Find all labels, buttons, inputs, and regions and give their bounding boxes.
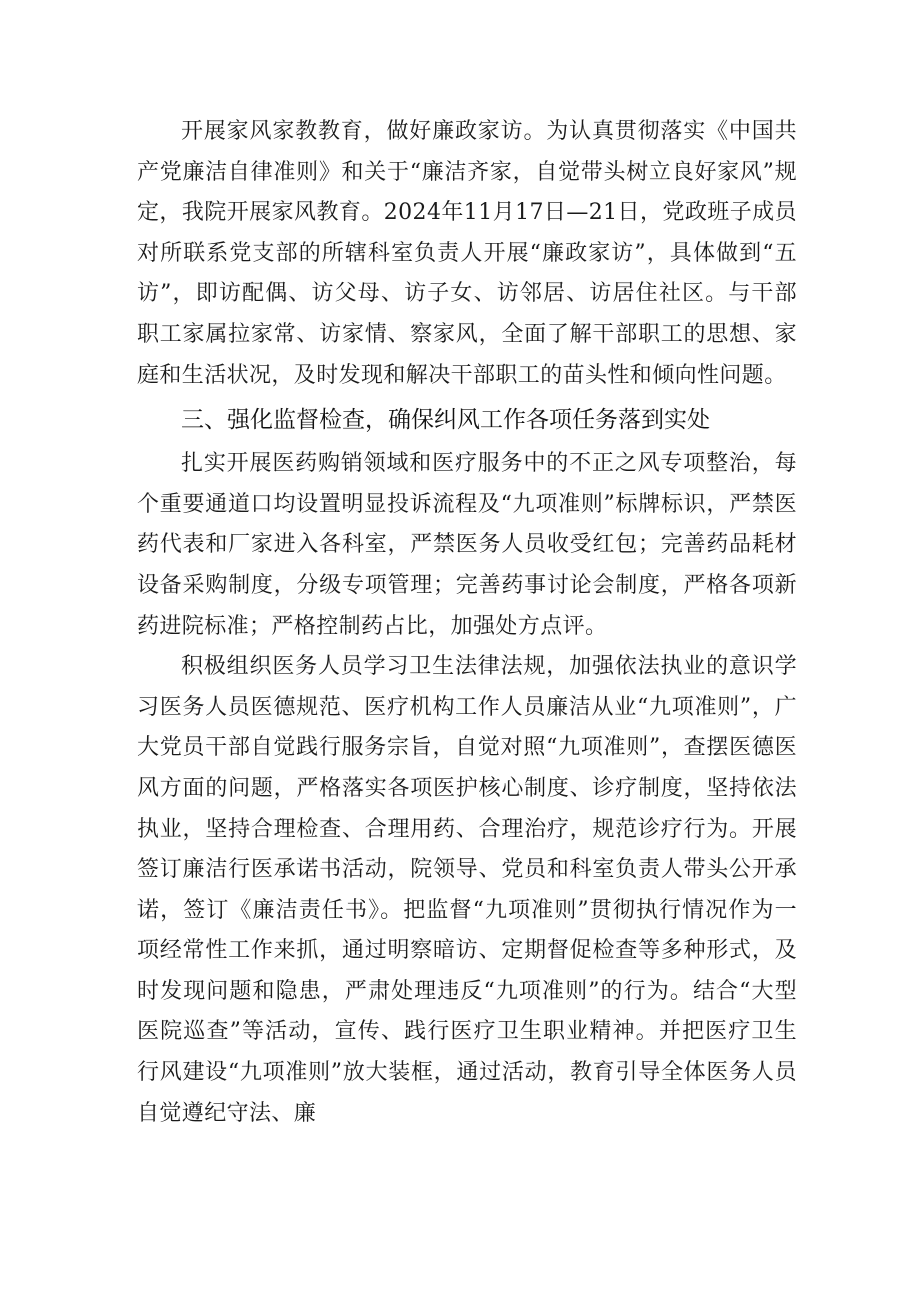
document-body (137, 112, 797, 1134)
section-heading-supervision: 三、强化监督检查，确保纠风工作各项任务落到实处 (181, 407, 710, 434)
paragraph-special-rectification: 扎实开展医药购销领域和医疗服务中的不正之风专项整治，每个重要通道口均设置明显投诉流程及“九项准则”标牌标识，严禁医药代表和厂家进入各科室，严禁医务人员收受红包；完善药品耗材设备采购制度，分级专项管理；完善药事讨论会制度，严格各项新药进院标准；严格控制药占比，加强处方点评。 (137, 451, 797, 639)
paragraph-family-education: 开展家风家教教育，做好廉政家访。为认真贯彻落实《中国共产党廉洁自律准则》和关于“廉洁齐家，自觉带头树立良好家风”规定，我院开展家风教育。2024年11月17日—21日，党政班子成员对所联系党支部的所辖科室负责人开展“廉政家访”，具体做到“五访”，即访配偶、访父母、访子女、访邻居、访居住社区。与干部职工家属拉家常、访家情、察家风，全面了解干部职工的思想、家庭和生活状况，及时发现和解决干部职工的苗头性和倾向性问题。 (137, 119, 797, 388)
paragraph-nine-rules-study: 积极组织医务人员学习卫生法律法规，加强依法执业的意识学习医务人员医德规范、医疗机构工作人员廉洁从业“九项准则”，广大党员干部自觉践行服务宗旨，自觉对照“九项准则”，查摆医德医风方面的问题，严格落实各项医护核心制度、诊疗制度，坚持依法执业，坚持合理检查、合理用药、合理治疗，规范诊疗行为。开展签订廉洁行医承诺书活动，院领导、党员和科室负责人带头公开承诺，签订《廉洁责任书》。把监督“九项准则”贯彻执行情况作为一项经常性工作来抓，通过明察暗访、定期督促检查等多种形式，及时发现问题和隐患，严肃处理违反“九项准则”的行为。结合“大型医院巡查”等活动，宣传、践行医疗卫生职业精神。并把医疗卫生行风建设“九项准则”放大装框，通过活动，教育引导全体医务人员自觉遵纪守法、廉 (137, 654, 797, 1126)
